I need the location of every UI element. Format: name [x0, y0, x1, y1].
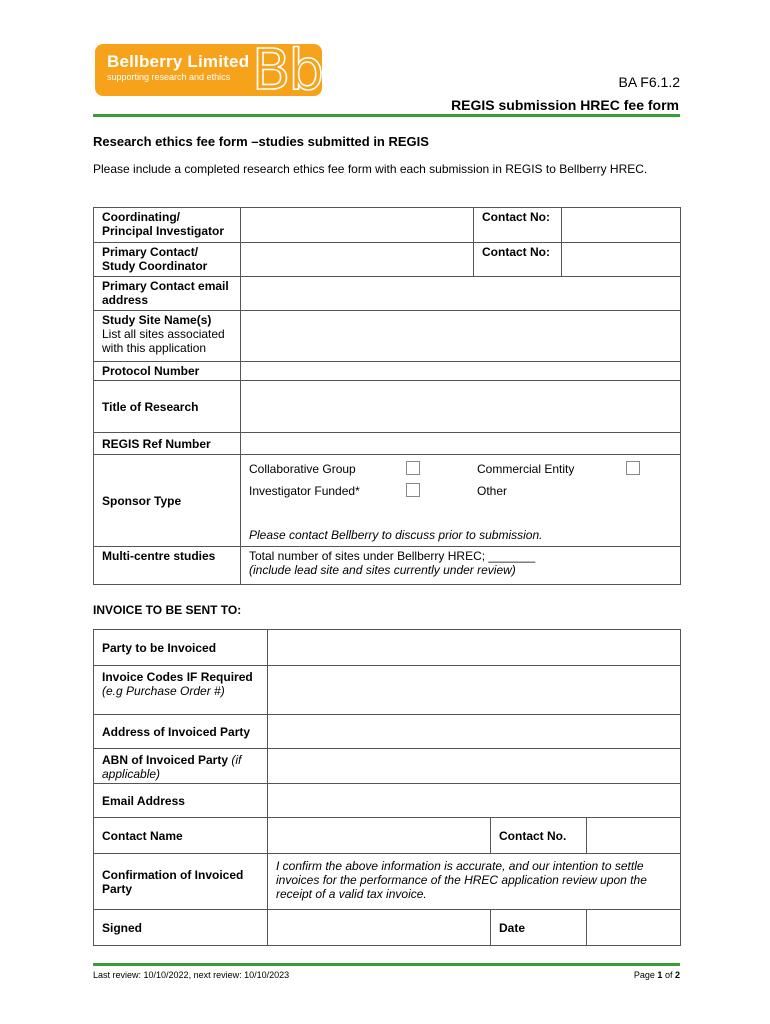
sponsor-collaborative-checkbox[interactable]	[406, 461, 420, 475]
sponsor-investigator-label: Investigator Funded*	[249, 484, 360, 498]
contact-name-field[interactable]	[268, 818, 491, 854]
signed-label: Signed	[94, 910, 268, 946]
contact-name-label: Contact Name	[94, 818, 268, 854]
contact-no-field[interactable]	[587, 818, 681, 854]
contact-no-label: Contact No:	[474, 208, 562, 243]
contact-no-label-invoice: Contact No.	[491, 818, 587, 854]
study-site-field[interactable]	[241, 311, 681, 362]
date-field[interactable]	[587, 910, 681, 946]
invoice-codes-label	[94, 666, 268, 715]
footer-rule	[93, 963, 680, 966]
form-title: REGIS submission HREC fee form	[451, 97, 679, 113]
multi-centre-line1: Total number of sites under Bellberry HREC; _______	[249, 549, 536, 563]
address-label: Address of Invoiced Party	[94, 715, 268, 749]
review-dates: Last review: 10/10/2022, next review: 10/10/2023	[93, 970, 290, 980]
primary-email-field[interactable]	[241, 277, 681, 311]
contact-no-label-2: Contact No:	[474, 243, 562, 277]
coordinating-pi-field[interactable]	[241, 208, 474, 243]
sponsor-commercial-checkbox[interactable]	[626, 461, 640, 475]
study-site-subtitle: List all sites associated with this application	[102, 327, 225, 355]
invoice-codes-subtitle: (e.g Purchase Order #)	[102, 684, 225, 698]
coordinating-pi-contact-field[interactable]	[562, 208, 681, 243]
logo-tagline: supporting research and ethics	[107, 72, 231, 82]
header-rule	[93, 114, 680, 117]
confirmation-label: Confirmation of Invoiced Party	[94, 854, 268, 910]
confirmation-text: I confirm the above information is accurate, and our intention to settle invoices for the performance of the HREC application review upon the receipt of a valid tax invoice.	[268, 854, 681, 910]
abn-title: ABN of Invoiced Party	[102, 753, 229, 767]
email-field[interactable]	[268, 784, 681, 818]
logo-name: Bellberry Limited	[107, 52, 250, 71]
sponsor-options-group	[241, 455, 680, 545]
logo-mark: Bb	[252, 44, 322, 96]
form-code: BA F6.1.2	[618, 74, 680, 90]
abn-subtitle: (if applicable)	[102, 753, 242, 781]
multi-centre-field[interactable]	[241, 547, 681, 585]
invoice-codes-field[interactable]	[268, 666, 681, 715]
party-invoiced-label: Party to be Invoiced	[94, 630, 268, 666]
address-field[interactable]	[268, 715, 681, 749]
sponsor-type-options	[241, 455, 681, 547]
study-site-title: Study Site Name(s)	[102, 313, 212, 327]
page-current: 1	[657, 970, 663, 980]
primary-email-label: Primary Contact email address	[94, 277, 241, 311]
title-of-research-label: Title of Research	[94, 381, 241, 433]
primary-contact-contact-field[interactable]	[562, 243, 681, 277]
study-details-table	[93, 207, 681, 585]
multi-centre-label: Multi-centre studies	[94, 547, 241, 585]
sponsor-collaborative-label: Collaborative Group	[249, 462, 356, 476]
invoice-codes-title: Invoice Codes IF Required	[102, 670, 253, 684]
party-invoiced-field[interactable]	[268, 630, 681, 666]
intro-text: Please include a completed research ethics fee form with each submission in REGIS to Bellberry HREC.	[93, 162, 648, 176]
signed-field[interactable]	[268, 910, 491, 946]
primary-contact-field[interactable]	[241, 243, 474, 277]
protocol-number-label: Protocol Number	[94, 362, 241, 381]
page-of: of	[664, 970, 673, 980]
title-of-research-field[interactable]	[241, 381, 681, 433]
sponsor-investigator-checkbox[interactable]	[406, 483, 420, 497]
page-total: 2	[674, 970, 680, 980]
invoice-table	[93, 629, 681, 946]
page-number	[634, 970, 680, 980]
sponsor-commercial-label: Commercial Entity	[477, 462, 575, 476]
bellberry-logo	[95, 44, 322, 96]
coordinating-pi-label: Coordinating/ Principal Investigator	[94, 208, 241, 243]
multi-centre-line2: (include lead site and sites currently under review)	[249, 563, 516, 577]
sponsor-note: Please contact Bellberry to discuss prior to submission.	[249, 528, 543, 542]
page-prefix: Page	[633, 970, 655, 980]
section-heading: Research ethics fee form –studies submitted in REGIS	[93, 134, 429, 149]
protocol-number-field[interactable]	[241, 362, 681, 381]
primary-contact-label: Primary Contact/ Study Coordinator	[94, 243, 241, 277]
study-site-label	[94, 311, 241, 362]
regis-ref-field[interactable]	[241, 433, 681, 455]
abn-field[interactable]	[268, 749, 681, 784]
sponsor-type-label: Sponsor Type	[94, 455, 241, 547]
date-label: Date	[491, 910, 587, 946]
invoice-heading: INVOICE TO BE SENT TO:	[93, 603, 242, 617]
abn-label	[94, 749, 268, 784]
email-label: Email Address	[94, 784, 268, 818]
regis-ref-label: REGIS Ref Number	[94, 433, 241, 455]
sponsor-other-label: Other	[477, 484, 508, 498]
